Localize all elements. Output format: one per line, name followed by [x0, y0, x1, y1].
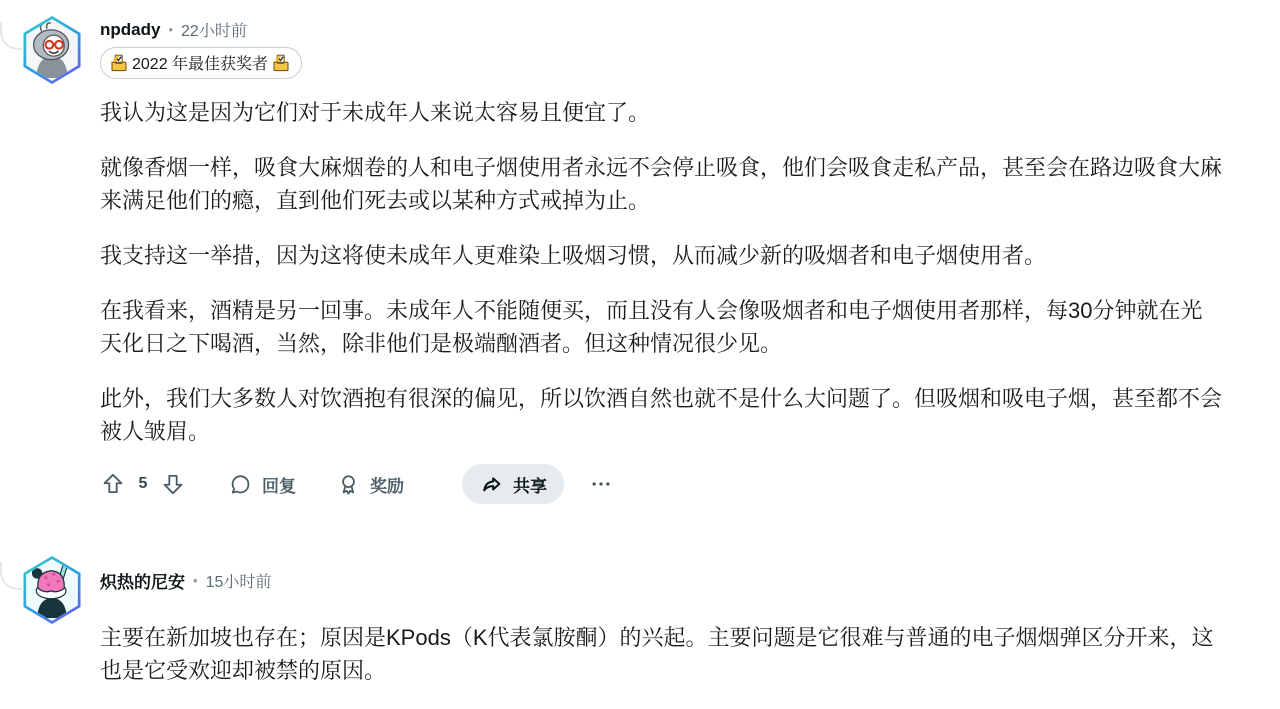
award-button[interactable] — [336, 472, 404, 497]
comment-paragraph: 就像香烟一样，吸食大麻烟卷的人和电子烟使用者永远不会停止吸食，他们会吸食走私产品，甚至会在路边吸食大麻来满足他们的瘾，直到他们死去或以某种方式戒掉为止。 — [100, 155, 1223, 213]
snoo-hooded-avatar-icon — [24, 19, 80, 81]
reply-button[interactable] — [228, 472, 296, 497]
award-button[interactable] — [332, 0, 400, 2]
comment-chire-de-nian — [0, 552, 1280, 687]
comment-paragraph: 我支持这一举措，因为这将使未成年人更难染上吸烟习惯，从而减少新的吸烟者和电子烟使用者。 — [100, 243, 1047, 268]
comment-paragraph: 此外，我们大多数人对饮酒抱有很深的偏见，所以饮酒自然也就不是什么大问题了。但吸烟和吸电子烟，甚至都不会被人皱眉。 — [100, 386, 1223, 444]
author-link[interactable]: 炽热的尼安 — [100, 573, 185, 592]
avatar[interactable] — [21, 556, 83, 624]
upvote-icon — [96, 0, 122, 2]
avatar[interactable] — [21, 16, 83, 84]
award-icon — [336, 472, 361, 497]
comment-paragraph: 主要在新加坡也存在；原因是KPods（K代表氯胺酮）的兴起。主要问题是它很难与普通的电子烟烟弹区分开来，这也是它受欢迎却被禁的原因。 — [100, 625, 1214, 683]
comment-paragraph: 我认为这是因为它们对于未成年人来说太容易且便宜了。 — [100, 100, 651, 125]
dot-separator: • — [168, 22, 174, 37]
share-button[interactable] — [462, 464, 564, 504]
flair-label: 2022 年最佳获奖者 — [132, 56, 269, 73]
share-icon — [479, 472, 504, 497]
downvote-button[interactable] — [160, 471, 186, 497]
downvote-icon — [160, 471, 186, 497]
ellipsis-icon — [590, 473, 612, 495]
previous-comment-action-bar-clipped — [0, 0, 1280, 10]
user-flair — [100, 47, 302, 79]
reply-label — [258, 0, 292, 2]
timestamp: 22小时前 — [181, 23, 247, 40]
comment-body — [100, 96, 1222, 448]
dot-separator: • — [193, 573, 198, 588]
comment-bubble-icon — [228, 472, 253, 497]
share-icon — [472, 0, 497, 2]
reply-label: 回复 — [262, 476, 296, 496]
thread-elbow — [0, 22, 22, 50]
vote-count: 5 — [138, 475, 148, 492]
comment-action-bar — [100, 464, 1222, 504]
award-label — [366, 0, 400, 2]
share-label — [506, 0, 540, 2]
ballot-box-icon — [271, 53, 291, 73]
more-options-button[interactable] — [590, 473, 612, 495]
thread-elbow — [0, 562, 22, 590]
upvote-button[interactable] — [96, 0, 122, 2]
comment-paragraph: 在我看来，酒精是另一回事。未成年人不能随便买，而且没有人会像吸烟者和电子烟使用者那样，每30分钟就在光天化日之下喝酒，当然，除非他们是极端酗酒者。但这种情况很少见。 — [100, 298, 1203, 356]
author-link[interactable]: npdady — [100, 19, 161, 39]
comment-npdady — [0, 10, 1280, 504]
share-label: 共享 — [513, 476, 547, 496]
downvote-button[interactable] — [156, 0, 182, 2]
timestamp: 15小时前 — [205, 574, 272, 591]
upvote-button[interactable] — [100, 471, 126, 497]
share-button[interactable] — [472, 0, 540, 2]
comment-bubble-icon — [224, 0, 249, 2]
award-icon — [332, 0, 357, 2]
award-label: 奖励 — [370, 476, 404, 496]
comment-body — [100, 621, 1222, 687]
downvote-icon — [156, 0, 182, 2]
reply-button[interactable] — [224, 0, 292, 2]
ballot-box-icon — [109, 53, 129, 73]
upvote-icon — [100, 471, 126, 497]
shaved-ice-avatar-icon — [24, 559, 80, 621]
